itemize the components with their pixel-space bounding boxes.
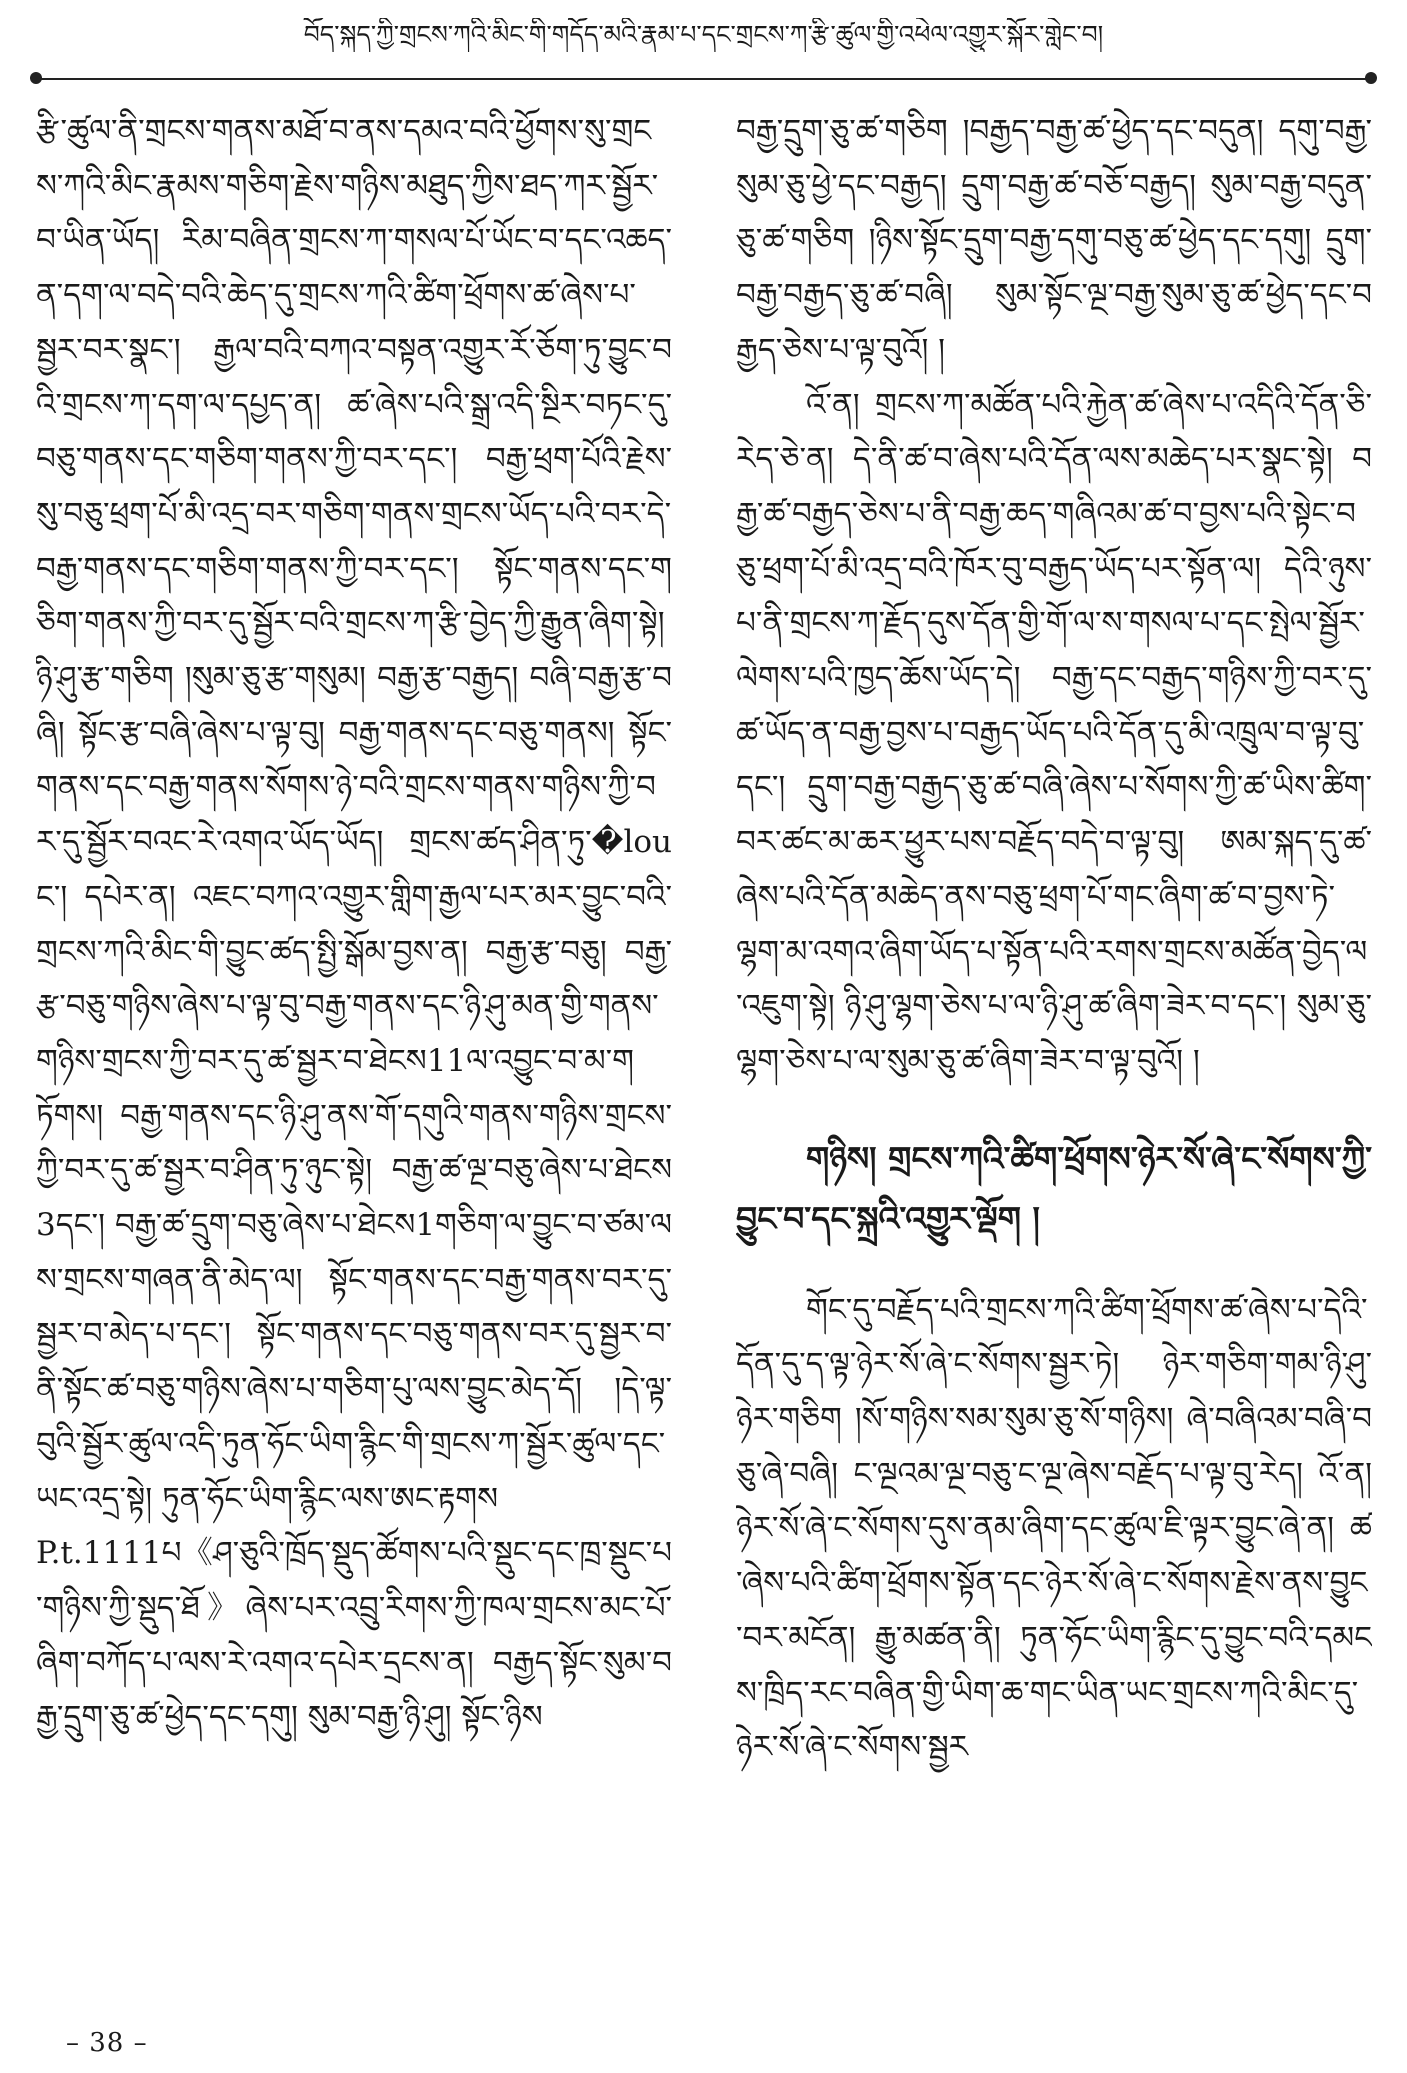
left-column xyxy=(36,104,672,2024)
left-paragraph-1: རྩི་ཚུལ་ནི་གྲངས་གནས་མཐོ་བ་ནས་དམའ་བའི་ཕྱོགས་སུ་གྲངས་ཀའི་མིང་རྣམས་གཅིག་རྗེས་གཉིས་མཐུད་ཀྱིས་ཐད་ཀར་སྦྱོར་བ་ཡིན་ཡོད། རིམ་བཞིན་གྲངས་ཀ་གསལ་པོ་ཡོང་བ་དང་འཆད་ན་དག་ལ་བདེ་བའི་ཆེད་དུ་གྲངས་ཀའི་ཚིག་ཕྲོགས་ཚ་ཞེས་པ་སྦྱར་བར་སྣང་། རྒྱལ་བའི་བཀའ་བསྟན་འགྱུར་རོ་ཅོག་ཏུ་བྱུང་བའི་གྲངས་ཀ་དག་ལ་དཔྱད་ན། ཚ་ཞེས་པའི་སྒྲ་འདི་སྔིར་བཏང་དུ་བཅུ་གནས་དང་གཅིག་གནས་ཀྱི་བར་དང་། བརྒྱ་ཕྲག་པོའི་རྗེས་སུ་བཅུ་ཕྲག་པོ་མི་འདྲ་བར་གཅིག་གནས་གྲངས་ཡོད་པའི་བར་དེ་བརྒྱ་གནས་དང་གཅིག་གནས་ཀྱི་བར་དང་། སྟོང་གནས་དང་གཅིག་གནས་ཀྱི་བར་དུ་སྦྱོར་བའི་གྲངས་ཀ་རྩི་བྱེད་ཀྱི་རྒྱུན་ཞིག་སྟེ། ཉི་ཤུ་རྩ་གཅིག །སུམ་ཅུ་རྩ་གསུམ། བརྒྱ་རྩ་བརྒྱད། བཞི་བརྒྱ་རྩ་བཞི། སྟོང་རྩ་བཞི་ཞེས་པ་ལྟ་བུ། བརྒྱ་གནས་དང་བཅུ་གནས། སྟོང་གནས་དང་བརྒྱ་གནས་སོགས་ཉེ་བའི་གྲངས་གནས་གཉིས་ཀྱི་བར་དུ་སྦྱོར་བའང་རེ་འགའ་ཡོད་ཡོད། གྲངས་ཚད་ཤིན་ཏུ་�louང་། དཔེར་ན། འཇང་བཀའ་འགྱུར་གླིག་རྒྱལ་པར་མར་བྱུང་བའི་གྲངས་ཀའི་མིང་གི་བྱུང་ཚད་སྤྱི་སྒོམ་བྱས་ན། བརྒྱ་རྩ་བཅུ། བརྒྱ་རྩ་བཅུ་གཉིས་ཞེས་པ་ལྟ་བུ་བརྒྱ་གནས་དང་ཉི་ཤུ་མན་གྱི་གནས་གཉིས་གྲངས་ཀྱི་བར་དུ་ཚ་སྦྱར་བ་ཐེངས11ལ་འབྱུང་བ་མ་གཏོགས། བརྒྱ་གནས་དང་ཉི་ཤུ་ནས་གོ་དགུའི་གནས་གཉིས་གྲངས་ཀྱི་བར་དུ་ཚ་སྦྱར་བ་ཤིན་ཏུ་ཉུང་སྟེ། བརྒྱ་ཚ་ལྔ་བཅུ་ཞེས་པ་ཐེངས3དང་། བརྒྱ་ཚ་དྲུག་བཅུ་ཞེས་པ་ཐེངས1གཅིག་ལ་བྱུང་བ་ཙམ་ལས་གྲངས་གཞན་ནི་མེད་ལ། སྟོང་གནས་དང་བརྒྱ་གནས་བར་དུ་སྦྱར་བ་མེད་པ་དང་། སྟོང་གནས་དང་བཅུ་གནས་བར་དུ་སྦྱར་བ་ནི་སྟོང་ཚ་བཅུ་གཉིས་ཞེས་པ་གཅིག་པུ་ལས་བྱུང་མེད་དོ། །དེ་ལྟ་བུའི་སྦྱོར་ཚུལ་འདི་ཏུན་ཧོང་ཡིག་རྙིང་གི་གྲངས་ཀ་སྦྱོར་ཚུལ་དང་ཡང་འདྲ་སྟེ། ཏུན་ཧོང་ཡིག་རྙིང་ལས་ཨང་རྟགས xyxy=(36,113,672,1517)
header-rule-right-dot xyxy=(1365,72,1377,84)
right-paragraph-2: འོ་ན། གྲངས་ཀ་མཚོན་པའི་རྐྱེན་ཚ་ཞེས་པ་འདིའི་དོན་ཅི་རེད་ཅེ་ན། དེ་ནི་ཚ་བ་ཞེས་པའི་དོན་ལས་མཆེད་པར་སྣང་སྟེ། བརྒྱ་ཚ་བརྒྱད་ཅེས་པ་ནི་བརྒྱ་ཆད་གཞིའམ་ཚ་བ་བྱས་པའི་སྟེང་བཅུ་ཕྲག་པོ་མི་འདྲ་བའི་ཁོར་བུ་བརྒྱད་ཡོད་པར་སྟོན་ལ། དེའི་ཉུས་པ་ནི་གྲངས་ཀ་རྗོད་དུས་དོན་གྱི་གོ་ལ་ས་གསལ་པ་དང་སྤེལ་སྦྱོར་ལེགས་པའི་ཁྱད་ཆོས་ཡོད་དེ། བརྒྱ་དང་བརྒྱད་གཉིས་ཀྱི་བར་དུ་ཚ་ཡོད་ན་བརྒྱ་བྱས་པ་བརྒྱད་ཡོད་པའི་དོན་དུ་མི་འཁྲུལ་བ་ལྟ་བུ་དང་། དྲུག་བརྒྱ་བརྒྱད་ཅུ་ཚ་བཞི་ཞེས་པ་སོགས་ཀྱི་ཚ་ཡིས་ཚིག་བར་ཚང་མ་ཆར་ཕྱུར་པས་བརྗོད་བདེ་བ་ལྟ་བུ། ཨམ་སྐད་དུ་ཚ་ཞེས་པའི་དོན་མཆེད་ནས་བཅུ་ཕྲག་པོ་གང་ཞིག་ཚ་བ་བྱས་ཏེ་ལྷག་མ་འགའ་ཞིག་ཡོད་པ་སྟོན་པའི་རགས་གྲངས་མཚོན་བྱེད་ལ་འཇུག་སྟེ། ཉི་ཤུ་ལྷག་ཅེས་པ་ལ་ཉི་ཤུ་ཚ་ཞིག་ཟེར་བ་དང་། སུམ་ཅུ་ལྷག་ཅེས་པ་ལ་སུམ་ཅུ་ཚ་ཞིག་ཟེར་བ་ལྟ་བུའོ། ། xyxy=(736,386,1372,1079)
running-header: བོད་སྐད་ཀྱི་གྲངས་ཀའི་མིང་གི་གདོད་མའི་རྣམ་པ་དང་གྲངས་ཀ་རྩི་ཚུལ་གྱི་འཕེལ་འགྱུར་སྐོར་གླེང་བ། xyxy=(303,20,1104,49)
left-paragraph-1-continued: P.t.1111པ《ཤ་ཅུའི་ཁྲོད་སྡུད་ཚོགས་པའི་སྡུང་དང་ཁྲ་སྡུང་པ་གཉིས་ཀྱི་སྡུད་ཐོ》ཞེས་པར་འབྲུ་རིགས་ཀྱི་ཁལ་གྲངས་མང་པོ་ཞིག་བཀོད་པ་ལས་རེ་འགའ་དཔེར་དྲངས་ན། བརྒྱད་སྟོང་སུམ་བརྒྱ་དྲུག་ཅུ་ཚ་ཕྱེད་དང་དགུ། སུམ་བརྒྱ་ཉི་ཤུ། སྟོང་ཉིས xyxy=(36,1535,672,1736)
right-paragraph-3: གོང་དུ་བརྗོད་པའི་གྲངས་ཀའི་ཚིག་ཕྲོགས་ཚ་ཞེས་པ་དེའི་དོན་དུ་ད་ལྟ་ཉེར་སོ་ཞེ་ང་སོགས་སྦྱར་ཏེ། ཉེར་གཅིག་གམ་ཉི་ཤུ་ཉེར་གཅིག །སོ་གཉིས་སམ་སུམ་ཅུ་སོ་གཉིས། ཞེ་བཞིའམ་བཞི་བཅུ་ཞེ་བཞི། ང་ལྔའམ་ལྔ་བཅུ་ང་ལྔ་ཞེས་བརྗོད་པ་ལྟ་བུ་རེད། འོ་ན། ཉེར་སོ་ཞེ་ང་སོགས་དུས་ནམ་ཞིག་དང་ཚུལ་ཇི་ལྟར་བྱུང་ཞེ་ན། ཚ་ཞེས་པའི་ཚིག་ཕྲོགས་སྟོན་དང་ཉེར་སོ་ཞེ་ང་སོགས་རྗེས་ནས་བྱུང་བར་མངོན། རྒྱུ་མཚན་ནི། ཏུན་ཧོང་ཡིག་རྙིང་དུ་བྱུང་བའི་དམངས་ཁྲིད་རང་བཞིན་གྱི་ཡིག་ཆ་གང་ཡིན་ཡང་གྲངས་ཀའི་མིང་དུ་ཉེར་སོ་ཞེ་ང་སོགས་སྦྱར xyxy=(736,1291,1372,1766)
right-paragraph-1-continued: བརྒྱ་དྲུག་ཅུ་ཚ་གཅིག །བརྒྱད་བརྒྱ་ཚ་ཕྱེད་དང་བདུན། དགུ་བརྒྱ་སུམ་ཅུ་ཕྱེ་དང་བརྒྱད། དྲུག་བརྒྱ་ཚ་བཅོ་བརྒྱད། སུམ་བརྒྱ་བདུན་ཅུ་ཚ་གཅིག །ཉིས་སྟོང་དྲུག་བརྒྱ་དགུ་བཅུ་ཚ་ཕྱེད་དང་དགུ། དྲུག་བརྒྱ་བརྒྱད་ཅུ་ཚ་བཞི། སུམ་སྟོང་ལྔ་བརྒྱ་སུམ་ཅུ་ཚ་ཕྱེད་དང་བརྒྱད་ཅེས་པ་ལྟ་བུའོ། ། xyxy=(736,113,1372,368)
page-number: – 38 – xyxy=(66,2028,148,2058)
section-heading: གཉིས། གྲངས་ཀའི་ཚིག་ཕྲོགས་ཉེར་སོ་ཞེ་ང་སོགས་ཀྱི་བྱུང་བ་དང་སྐྲའི་འགྱུར་ལྡོག ། xyxy=(736,1138,1372,1238)
right-column xyxy=(736,104,1372,2024)
header-rule xyxy=(36,78,1371,80)
